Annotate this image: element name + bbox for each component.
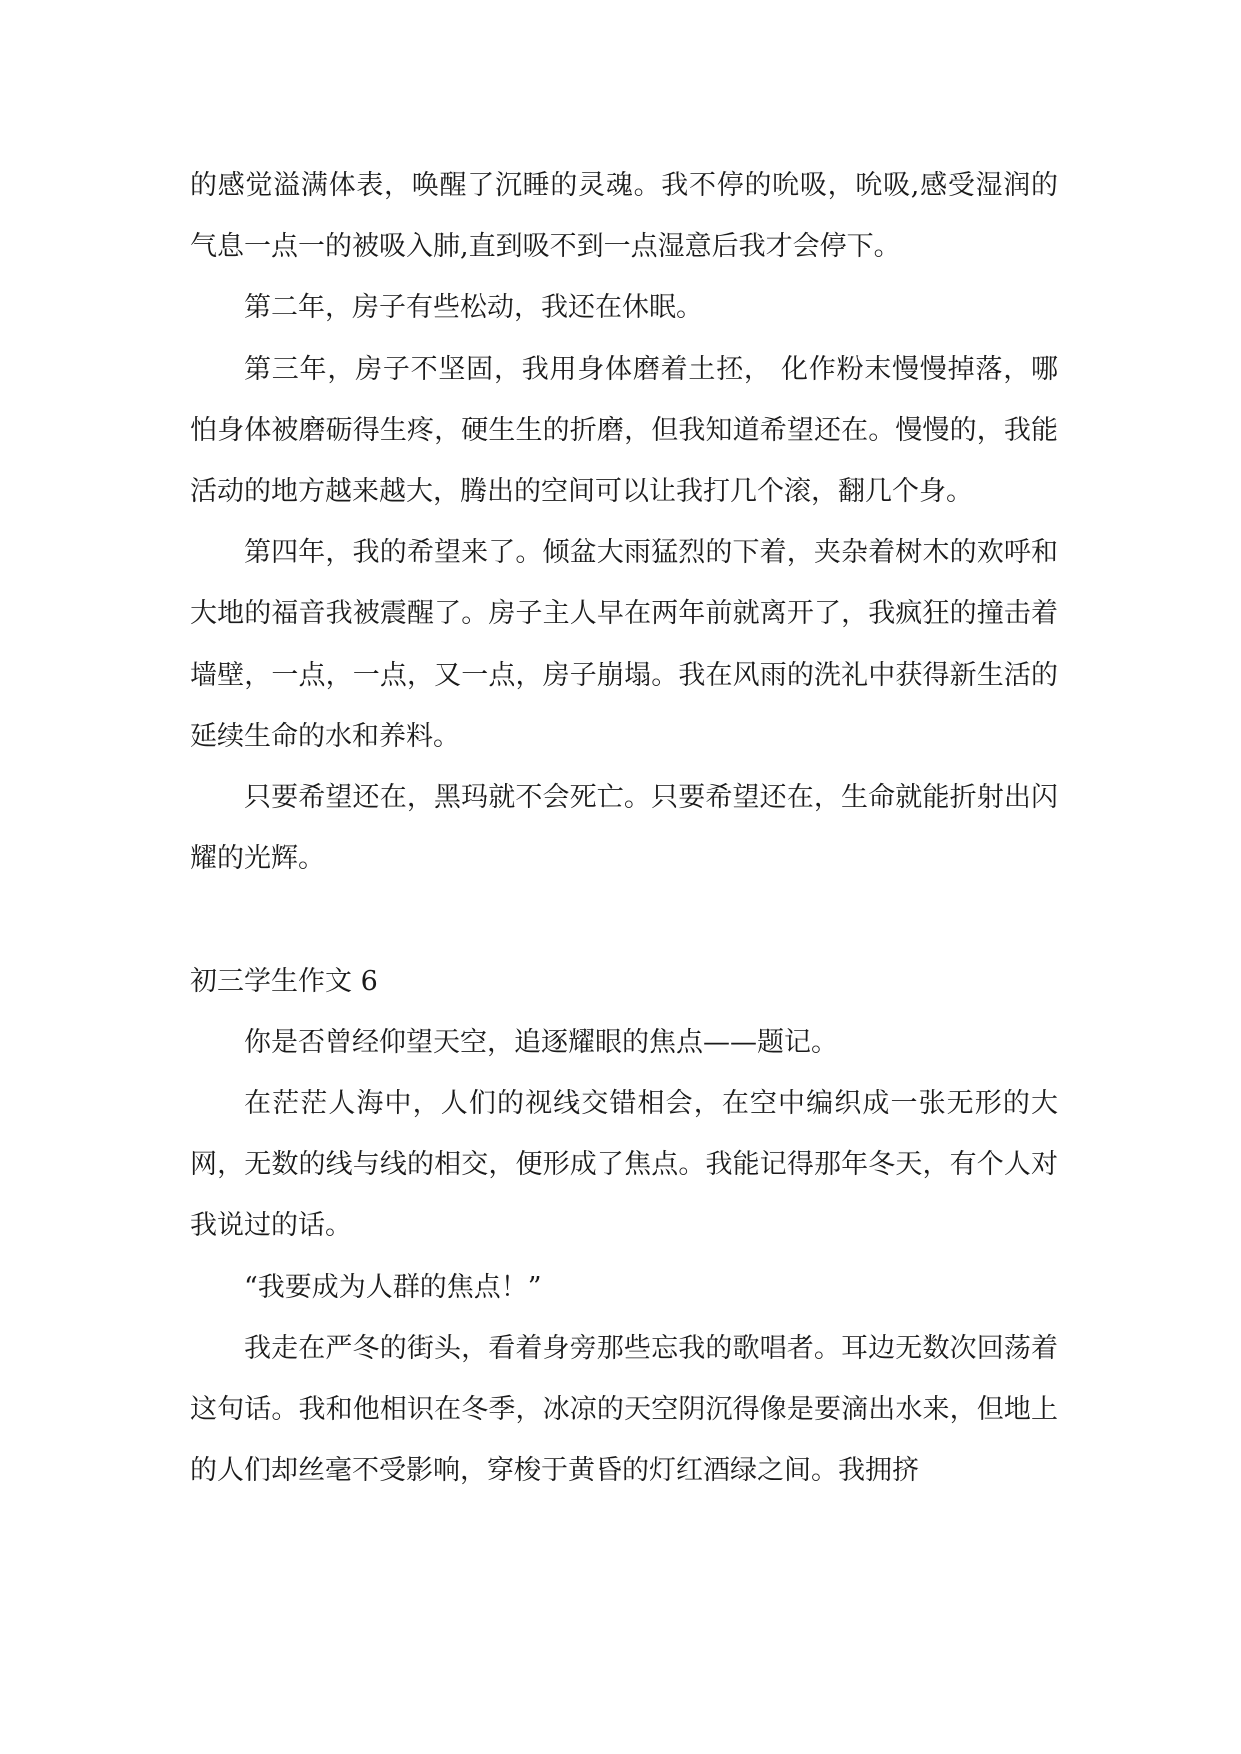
paragraph-continuation: 的感觉溢满体表，唤醒了沉睡的灵魂。我不停的吮吸，吮吸,感受湿润的气息一点一的被吸入肺,直到吸不到一点湿意后我才会停下。 (190, 170, 1058, 263)
paragraph-conclusion: 只要希望还在，黑玛就不会死亡。只要希望还在，生命就能折射出闪耀的光辉。 (190, 782, 1058, 875)
paragraph-year-four: 第四年，我的希望来了。倾盆大雨猛烈的下着，夹杂着树木的欢呼和大地的福音我被震醒了。房子主人早在两年前就离开了，我疯狂的撞击着墙壁，一点，一点，又一点，房子崩塌。我在风雨的洗礼中获得新生活的延续生命的水和养料。 (190, 537, 1058, 752)
paragraph-crowd: 在茫茫人海中，人们的视线交错相会，在空中编织成一张无形的大网，无数的线与线的相交，便形成了焦点。我能记得那年冬天，有个人对我说过的话。 (190, 1088, 1058, 1242)
paragraph-year-three: 第三年，房子不坚固，我用身体磨着土抷， 化作粉末慢慢掉落，哪怕身体被磨砺得生疼，硬生生的折磨，但我知道希望还在。慢慢的，我能活动的地方越来越大，腾出的空间可以让我打几个滚，翻几个身。 (190, 353, 1058, 508)
paragraph-quote: “我要成为人群的焦点！” (244, 1271, 542, 1303)
paragraph-epigraph: 你是否曾经仰望天空，追逐耀眼的焦点——题记。 (244, 1026, 838, 1058)
document-body (190, 155, 1058, 1501)
paragraph-year-two: 第二年，房子有些松动，我还在休眠。 (244, 292, 703, 324)
section-title: 初三学生作文 6 (190, 965, 378, 997)
paragraph-street: 我走在严冬的街头，看着身旁那些忘我的歌唱者。耳边无数次回荡着这句话。我和他相识在冬季，冰凉的天空阴沉得像是要滴出水来，但地上的人们却丝毫不受影响，穿梭于黄昏的灯红酒绿之间。我拥挤 (190, 1332, 1058, 1487)
